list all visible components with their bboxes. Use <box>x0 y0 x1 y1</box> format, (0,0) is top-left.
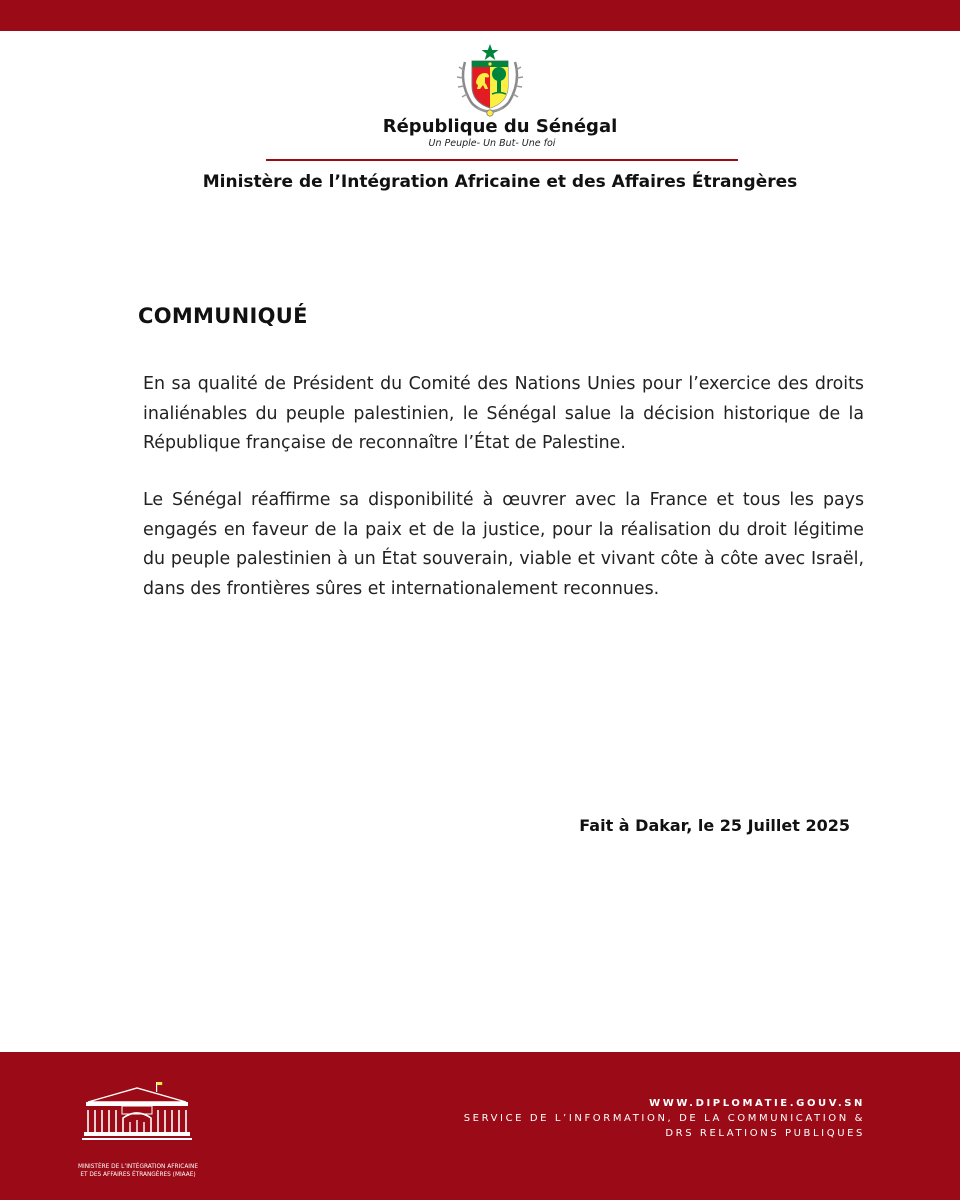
paragraph-2: Le Sénégal réaffirme sa disponibilité à œuvrer avec la France et tous les pays engagés en faveur de la paix et de la justice, pour la réalisation du droit légitime du peuple palestinien à un État souverain, viable et vivant côte à côte avec Israël, dans des frontières sûres et internationalement reconnues. <box>143 490 864 599</box>
service-line-2: DRS RELATIONS PUBLIQUES <box>665 1128 865 1139</box>
footer-contact <box>464 1096 865 1141</box>
top-banner <box>0 0 960 31</box>
website-link[interactable]: WWW.DIPLOMATIE.GOUV.SN <box>649 1098 865 1109</box>
country-name: République du Sénégal <box>382 116 618 137</box>
ministry-logo <box>58 1080 216 1178</box>
signature-line: Fait à Dakar, le 25 Juillet 2025 <box>579 816 850 835</box>
header-divider <box>266 159 738 161</box>
service-line-1: SERVICE DE L’INFORMATION, DE LA COMMUNICATION & <box>463 1113 865 1124</box>
document-heading: COMMUNIQUÉ <box>138 304 308 328</box>
senegal-coat-of-arms-icon <box>455 42 525 118</box>
ministry-building-icon <box>82 1080 192 1160</box>
national-motto: Un Peuple- Un But- Une foi <box>428 138 556 149</box>
ministry-name: Ministère de l’Intégration Africaine et des Affaires Étrangères <box>202 172 798 192</box>
paragraph-1: En sa qualité de Président du Comité des Nations Unies pour l’exercice des droits inaliénables du peuple palestinien, le Sénégal salue la décision historique de la République française de reconnaître l’État de Palestine. <box>143 374 864 453</box>
footer-logo-caption: MINISTÈRE DE L’INTÉGRATION AFRICAINE ET DES AFFAIRES ÉTRANGÈRES (MIAAE) <box>77 1164 199 1178</box>
footer-banner <box>0 1052 960 1200</box>
